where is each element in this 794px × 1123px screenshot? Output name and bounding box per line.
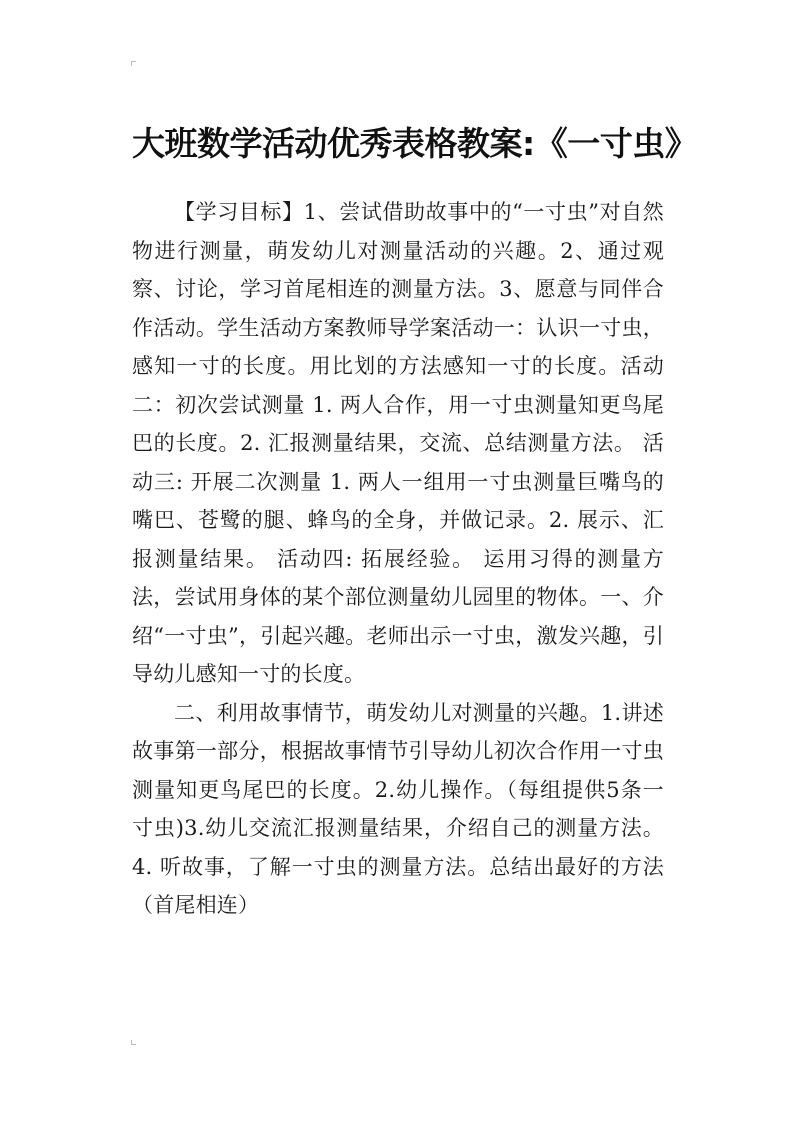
document-body (132, 193, 664, 925)
document-title: 大班数学活动优秀表格教案:《一寸虫》 (132, 124, 698, 164)
crop-mark-top (131, 61, 136, 66)
crop-mark-bottom (131, 1040, 136, 1045)
paragraph-2: 二、利用故事情节，萌发幼儿对测量的兴趣。1.讲述故事第一部分，根据故事情节引导幼儿初次合作用一寸虫测量知更鸟尾巴的长度。2.幼儿操作。（每组提供5条一寸虫)3.幼儿交流汇报测量结果，介绍自己的测量方法。4. 听故事，了解一寸虫的测量方法。总结出最好的方法（首尾相连） (132, 700, 664, 917)
paragraph-1: 【学习目标】1、尝试借助故事中的“一寸虫”对自然物进行测量，萌发幼儿对测量活动的兴趣。2、通过观察、讨论，学习首尾相连的测量方法。3、愿意与同伴合作活动。学生活动方案教师导学案活动一：认识一寸虫，感知一寸的长度。用比划的方法感知一寸的长度。活动二：初次尝试测量 1. 两人合作，用一寸虫测量知更鸟尾巴的长度。2. 汇报测量结果，交流、总结测量方法。 活动三: 开展二次测量 1. 两人一组用一寸虫测量巨嘴鸟的嘴巴、苍鹭的腿、蜂鸟的全身，并做记录。2. 展示、汇报测量结果。 活动四: 拓展经验。 运用习得的测量方法，尝试用身体的某个部位测量幼儿园里的物体。一、介绍“一寸虫”，引起兴趣。老师出示一寸虫，激发兴趣，引导幼儿感知一寸的长度。 (132, 200, 664, 686)
